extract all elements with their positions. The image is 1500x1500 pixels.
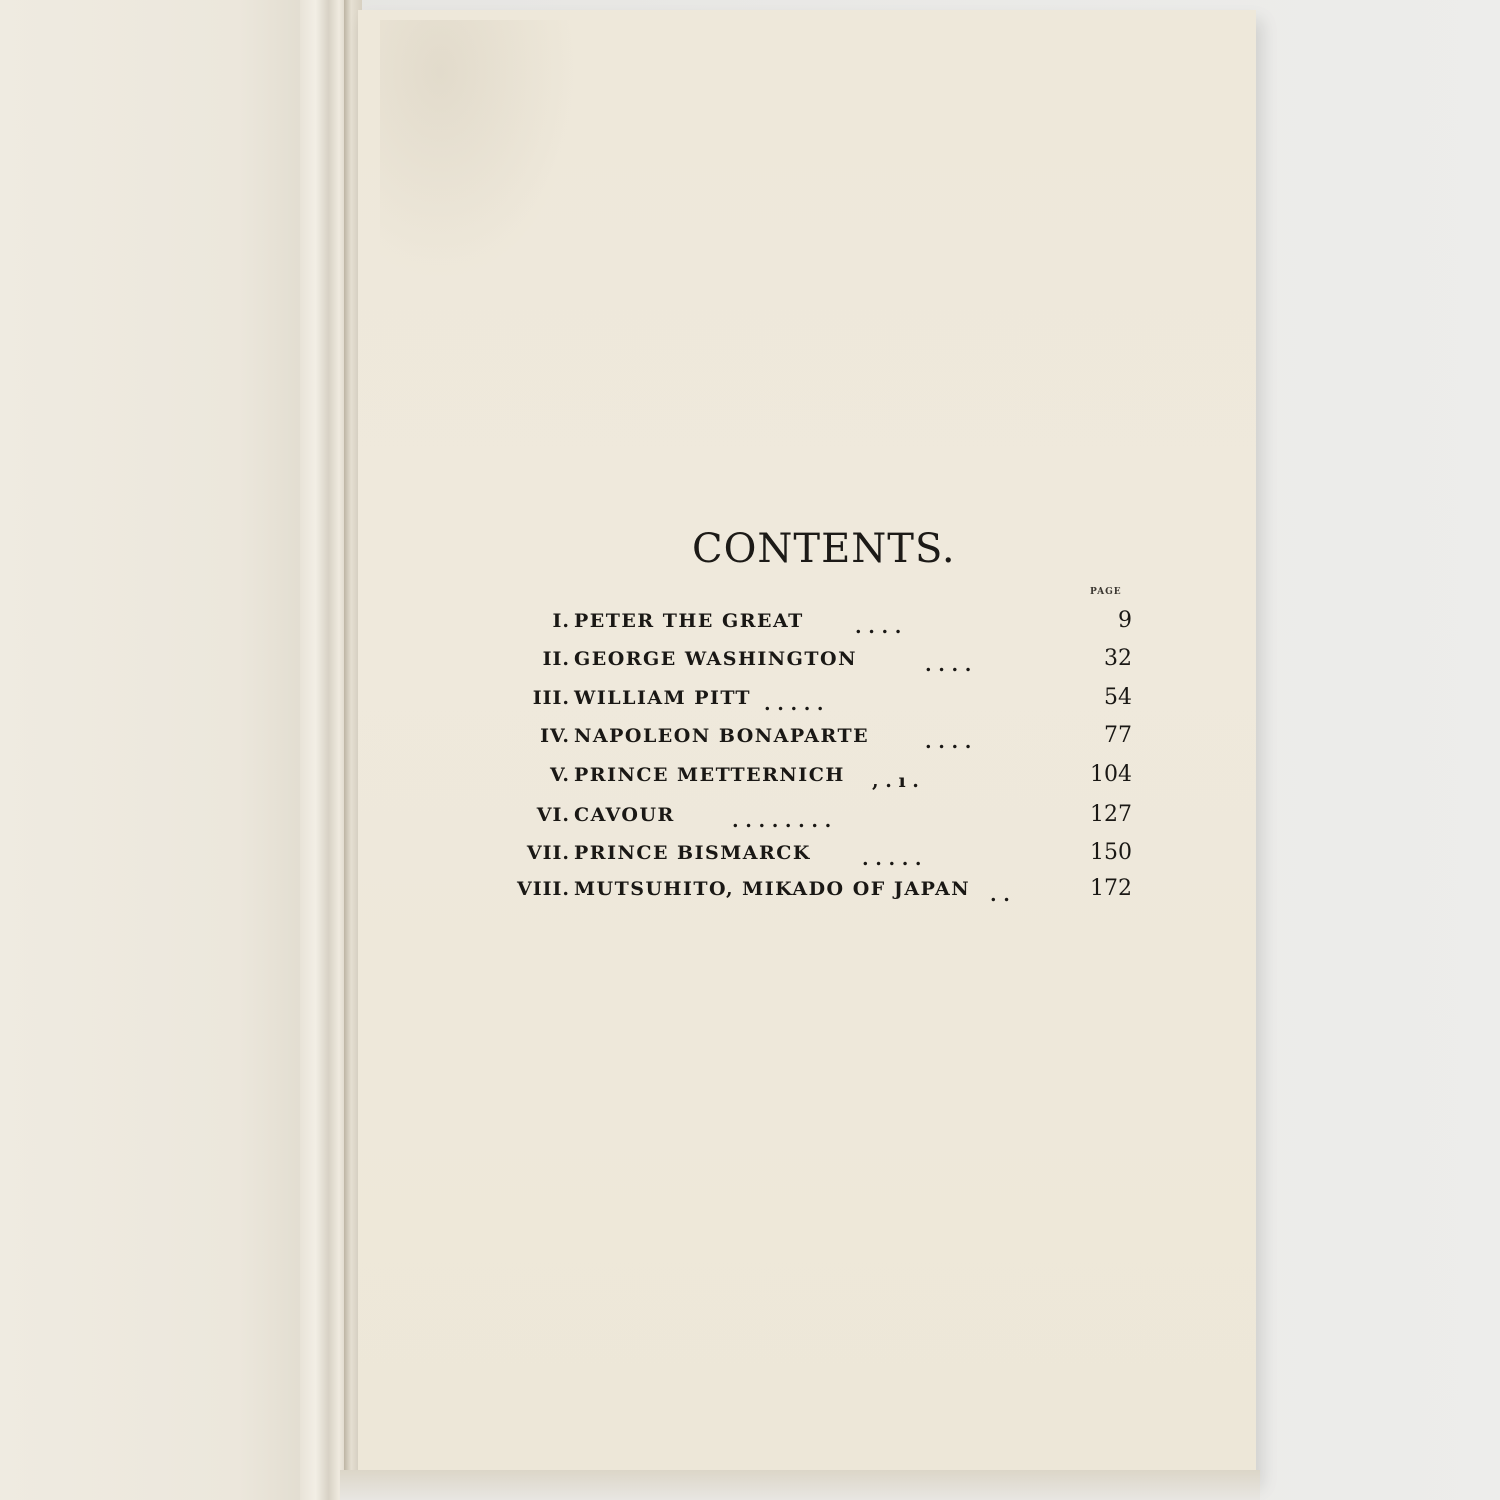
toc-entry: [500, 842, 1140, 872]
chapter-title: MUTSUHITO, MIKADO OF JAPAN: [574, 878, 971, 900]
chapter-number: III.: [532, 687, 570, 709]
page-number: 9: [1118, 608, 1132, 633]
left-page: [0, 0, 340, 1500]
paper-stain: [380, 20, 580, 280]
toc-entry: [500, 804, 1140, 834]
chapter-title: PRINCE BISMARCK: [574, 842, 811, 864]
toc-entry: [500, 725, 1140, 755]
leader-dots: . . . . .: [764, 693, 824, 715]
contents-heading: CONTENTS.: [692, 526, 956, 572]
page-number: 77: [1104, 723, 1132, 748]
page-number: 127: [1090, 802, 1132, 827]
leader-dots: . . . .: [925, 731, 972, 753]
leader-dots: . . . .: [855, 616, 902, 638]
chapter-title: PETER THE GREAT: [574, 610, 804, 632]
toc-entry: [500, 648, 1140, 678]
chapter-title: WILLIAM PITT: [574, 687, 751, 709]
leader-dots: . .: [990, 884, 1010, 906]
chapter-number: IV.: [540, 725, 570, 747]
page-number: 104: [1090, 762, 1132, 787]
page-number: 54: [1104, 685, 1132, 710]
toc-entry: [500, 764, 1140, 794]
leader-dots: . . . . . . . .: [732, 810, 832, 832]
chapter-number: V.: [549, 764, 570, 786]
chapter-title: CAVOUR: [574, 804, 675, 826]
chapter-number: II.: [542, 648, 570, 670]
toc-entry: [500, 687, 1140, 717]
chapter-number: VI.: [536, 804, 570, 826]
page-bottom-shadow: [340, 1470, 1260, 1500]
chapter-title: PRINCE METTERNICH: [574, 764, 845, 786]
chapter-title: NAPOLEON BONAPARTE: [574, 725, 870, 747]
toc-entry: [500, 610, 1140, 640]
page-number: 172: [1090, 876, 1132, 901]
toc-entry: [500, 878, 1140, 908]
page-number: 32: [1104, 646, 1132, 671]
chapter-title: GEORGE WASHINGTON: [574, 648, 857, 670]
leader-dots: , . ı .: [872, 770, 919, 792]
chapter-number: I.: [552, 610, 570, 632]
chapter-number: VII.: [526, 842, 570, 864]
leader-dots: . . . . .: [862, 848, 922, 870]
leader-dots: . . . .: [925, 654, 972, 676]
chapter-number: VIII.: [516, 878, 570, 900]
page-number: 150: [1090, 840, 1132, 865]
page-column-heading: PAGE: [1090, 587, 1122, 597]
